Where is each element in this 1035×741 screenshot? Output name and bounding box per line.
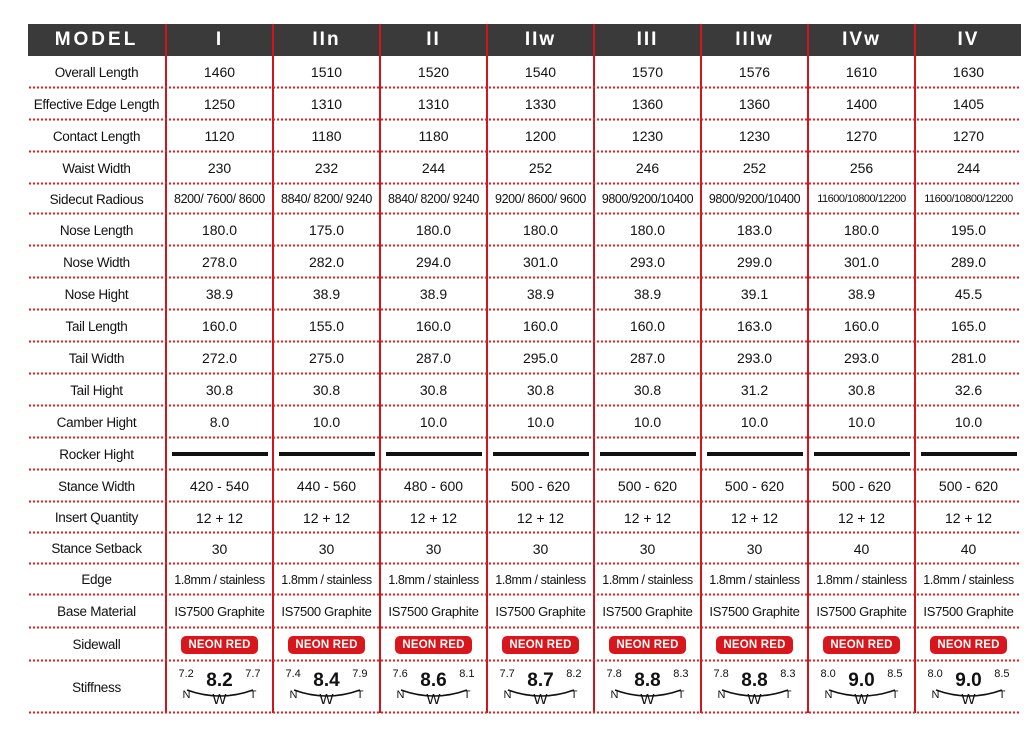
value-cell: 180.0 — [379, 214, 486, 246]
value-cell: 1.8mm / stainless — [700, 564, 807, 595]
value-cell: 420 - 540 — [165, 470, 272, 502]
value-cell: 30.8 — [272, 374, 379, 406]
stiffness-letter-w: W — [854, 691, 869, 708]
value-cell: 10.0 — [914, 406, 1021, 438]
value-cell: 440 - 560 — [272, 470, 379, 502]
table-row — [28, 502, 1021, 533]
value-cell: 1630 — [914, 56, 1021, 88]
value-cell: 1270 — [807, 120, 914, 152]
value-cell: 293.0 — [807, 342, 914, 374]
value-cell: 183.0 — [700, 214, 807, 246]
value-cell: 1360 — [593, 88, 700, 120]
value-cell: 160.0 — [379, 310, 486, 342]
stiffness-cell — [700, 661, 807, 713]
stiffness-nose: 8.0 — [820, 668, 836, 680]
value-cell: 160.0 — [486, 310, 593, 342]
value-cell: 12 + 12 — [914, 502, 1021, 533]
table-row — [28, 310, 1021, 342]
rocker-bar — [386, 452, 482, 456]
rocker-bar-cell — [165, 438, 272, 470]
value-cell: 12 + 12 — [272, 502, 379, 533]
value-cell: IS7500 Graphite — [486, 595, 593, 628]
value-cell: 289.0 — [914, 246, 1021, 278]
stiffness-nose: 7.8 — [606, 668, 622, 680]
value-cell: 30 — [486, 533, 593, 564]
value-cell: 244 — [914, 152, 1021, 184]
value-cell: 1230 — [700, 120, 807, 152]
value-cell: 38.9 — [486, 278, 593, 310]
value-cell: 11600/10800/12200 — [807, 184, 914, 214]
value-cell: 244 — [379, 152, 486, 184]
stiffness-tail: 8.2 — [566, 668, 582, 680]
stiffness-letter-t: T — [570, 689, 578, 701]
value-cell: 38.9 — [593, 278, 700, 310]
stiffness-letter-w: W — [533, 691, 548, 708]
model-header-3: II — [379, 24, 486, 56]
rocker-bar — [493, 452, 589, 456]
spec-table — [28, 24, 1021, 713]
table-row — [28, 595, 1021, 628]
value-cell: 30 — [593, 533, 700, 564]
value-cell: 278.0 — [165, 246, 272, 278]
rocker-bar-cell — [272, 438, 379, 470]
sidewall-badge: NEON RED — [181, 636, 257, 654]
table-body — [28, 56, 1021, 713]
table-row — [28, 56, 1021, 88]
value-cell: 500 - 620 — [486, 470, 593, 502]
stiffness-letter-n: N — [182, 689, 191, 701]
value-cell: 1200 — [486, 120, 593, 152]
model-header-8: IV — [914, 24, 1021, 56]
row-label: Edge — [81, 572, 112, 587]
value-cell: 246 — [593, 152, 700, 184]
table-row — [28, 406, 1021, 438]
stiffness-cell — [807, 661, 914, 713]
value-cell: 175.0 — [272, 214, 379, 246]
model-header-5: III — [593, 24, 700, 56]
sidewall-cell — [914, 628, 1021, 661]
value-cell: 9200/ 8600/ 9600 — [486, 184, 593, 214]
value-cell: 40 — [914, 533, 1021, 564]
stiffness-letter-n: N — [717, 689, 726, 701]
row-label: Stance Width — [58, 478, 135, 494]
value-cell: 195.0 — [914, 214, 1021, 246]
stiffness-main: 8.7 — [527, 670, 554, 691]
value-cell: 1.8mm / stainless — [593, 564, 700, 595]
value-cell: 30.8 — [379, 374, 486, 406]
row-label: Camber Hight — [56, 414, 137, 430]
stiffness-cell — [379, 661, 486, 713]
rocker-bar — [814, 452, 910, 456]
value-cell: 31.2 — [700, 374, 807, 406]
sidewall-badge: NEON RED — [395, 636, 471, 654]
value-cell: 30 — [165, 533, 272, 564]
rocker-bar — [279, 452, 375, 456]
stiffness-rating — [605, 667, 691, 707]
flex-arc-icon — [717, 688, 790, 701]
value-cell: 40 — [807, 533, 914, 564]
stiffness-cell — [593, 661, 700, 713]
rocker-bar-cell — [914, 438, 1021, 470]
stiffness-rating — [712, 667, 798, 707]
rocker-bar — [707, 452, 803, 456]
table-row — [28, 88, 1021, 120]
value-cell: IS7500 Graphite — [593, 595, 700, 628]
value-cell: 500 - 620 — [914, 470, 1021, 502]
table-row — [28, 438, 1021, 470]
stiffness-main: 8.8 — [634, 670, 661, 691]
value-cell: 500 - 620 — [593, 470, 700, 502]
row-label: Waist Width — [62, 160, 131, 176]
flex-arc-icon — [824, 688, 897, 701]
model-header-label: MODEL — [54, 29, 139, 50]
row-label: Tail Length — [65, 318, 128, 334]
stiffness-letter-w: W — [747, 691, 762, 708]
value-cell: 1310 — [379, 88, 486, 120]
value-cell: 272.0 — [165, 342, 272, 374]
value-cell: 1520 — [379, 56, 486, 88]
value-cell: 1510 — [272, 56, 379, 88]
model-header-4: IIw — [486, 24, 593, 56]
row-label: Sidewall — [72, 637, 121, 652]
value-cell: IS7500 Graphite — [272, 595, 379, 628]
value-cell: 30 — [700, 533, 807, 564]
value-cell: 12 + 12 — [807, 502, 914, 533]
sidewall-cell — [807, 628, 914, 661]
value-cell: 1230 — [593, 120, 700, 152]
value-cell: 232 — [272, 152, 379, 184]
stiffness-rating — [177, 667, 263, 707]
rocker-bar-cell — [700, 438, 807, 470]
flex-arc-icon — [182, 688, 255, 701]
stiffness-nose: 7.2 — [178, 668, 194, 680]
sidewall-badge: NEON RED — [288, 636, 364, 654]
table-row — [28, 470, 1021, 502]
sidewall-badge: NEON RED — [823, 636, 899, 654]
value-cell: 1610 — [807, 56, 914, 88]
value-cell: 163.0 — [700, 310, 807, 342]
stiffness-letter-t: T — [784, 689, 792, 701]
value-cell: 1.8mm / stainless — [486, 564, 593, 595]
value-cell: 293.0 — [700, 342, 807, 374]
value-cell: 252 — [486, 152, 593, 184]
stiffness-cell — [486, 661, 593, 713]
value-cell: 1460 — [165, 56, 272, 88]
row-label: Contact Length — [52, 128, 141, 144]
value-cell: 180.0 — [593, 214, 700, 246]
value-cell: 1.8mm / stainless — [272, 564, 379, 595]
value-cell: 230 — [165, 152, 272, 184]
model-header-2: IIn — [272, 24, 379, 56]
stiffness-rating — [391, 667, 477, 707]
stiffness-rating — [926, 667, 1012, 707]
row-label: Stiffness — [72, 679, 121, 695]
value-cell: IS7500 Graphite — [914, 595, 1021, 628]
value-cell: 281.0 — [914, 342, 1021, 374]
value-cell: 287.0 — [593, 342, 700, 374]
row-label: Nose Width — [63, 254, 130, 270]
table-row — [28, 661, 1021, 713]
value-cell: 301.0 — [486, 246, 593, 278]
value-cell: 500 - 620 — [807, 470, 914, 502]
value-cell: 1270 — [914, 120, 1021, 152]
value-cell: 299.0 — [700, 246, 807, 278]
row-label: Nose Hight — [64, 286, 129, 302]
value-cell: 180.0 — [165, 214, 272, 246]
row-label: Rocker Hight — [59, 446, 134, 462]
value-cell: 10.0 — [486, 406, 593, 438]
stiffness-nose: 7.7 — [499, 668, 515, 680]
value-cell: 1570 — [593, 56, 700, 88]
row-label: Overall Length — [54, 64, 139, 80]
stiffness-tail: 8.5 — [994, 668, 1010, 680]
value-cell: 1250 — [165, 88, 272, 120]
stiffness-letter-w: W — [640, 691, 655, 708]
row-label: Effective Edge Length — [33, 96, 160, 112]
row-label: Sidecut Radious — [49, 191, 144, 207]
rocker-bar-cell — [807, 438, 914, 470]
model-header-1: I — [165, 24, 272, 56]
sidewall-cell — [379, 628, 486, 661]
stiffness-main: 9.0 — [848, 670, 875, 691]
value-cell: 30 — [272, 533, 379, 564]
table-row — [28, 628, 1021, 661]
sidewall-cell — [272, 628, 379, 661]
value-cell: 30.8 — [486, 374, 593, 406]
value-cell: 1.8mm / stainless — [165, 564, 272, 595]
sidewall-cell — [700, 628, 807, 661]
value-cell: 293.0 — [593, 246, 700, 278]
value-cell: 38.9 — [165, 278, 272, 310]
stiffness-letter-w: W — [961, 691, 976, 708]
stiffness-nose: 7.4 — [285, 668, 301, 680]
stiffness-letter-n: N — [503, 689, 512, 701]
value-cell: 1180 — [272, 120, 379, 152]
stiffness-main: 8.2 — [206, 670, 233, 691]
value-cell: 12 + 12 — [700, 502, 807, 533]
stiffness-letter-t: T — [998, 689, 1006, 701]
value-cell: 10.0 — [272, 406, 379, 438]
table-row — [28, 278, 1021, 310]
row-label: Tail Width — [68, 350, 125, 366]
sidewall-cell — [593, 628, 700, 661]
value-cell: 1540 — [486, 56, 593, 88]
flex-arc-icon — [503, 688, 576, 701]
stiffness-nose: 7.6 — [392, 668, 408, 680]
value-cell: 12 + 12 — [593, 502, 700, 533]
value-cell: 165.0 — [914, 310, 1021, 342]
stiffness-cell — [914, 661, 1021, 713]
value-cell: 10.0 — [807, 406, 914, 438]
stiffness-letter-n: N — [289, 689, 298, 701]
stiffness-tail: 7.9 — [352, 668, 368, 680]
table-row — [28, 342, 1021, 374]
flex-arc-icon — [610, 688, 683, 701]
table-row — [28, 533, 1021, 564]
value-cell: 1.8mm / stainless — [379, 564, 486, 595]
stiffness-cell — [165, 661, 272, 713]
stiffness-tail: 8.5 — [887, 668, 903, 680]
value-cell: IS7500 Graphite — [379, 595, 486, 628]
row-label: Nose Length — [59, 222, 134, 238]
value-cell: 38.9 — [379, 278, 486, 310]
value-cell: IS7500 Graphite — [700, 595, 807, 628]
stiffness-letter-n: N — [931, 689, 940, 701]
stiffness-tail: 8.3 — [780, 668, 796, 680]
value-cell: 9800/9200/10400 — [593, 184, 700, 214]
value-cell: 1.8mm / stainless — [807, 564, 914, 595]
stiffness-letter-n: N — [824, 689, 833, 701]
rocker-bar — [921, 452, 1017, 456]
value-cell: 8840/ 8200/ 9240 — [379, 184, 486, 214]
value-cell: IS7500 Graphite — [807, 595, 914, 628]
value-cell: 180.0 — [807, 214, 914, 246]
value-cell: 10.0 — [700, 406, 807, 438]
value-cell: 282.0 — [272, 246, 379, 278]
value-cell: 180.0 — [486, 214, 593, 246]
stiffness-main: 8.4 — [313, 670, 340, 691]
stiffness-letter-t: T — [891, 689, 899, 701]
stiffness-letter-t: T — [677, 689, 685, 701]
value-cell: 1310 — [272, 88, 379, 120]
stiffness-letter-t: T — [463, 689, 471, 701]
value-cell: 32.6 — [914, 374, 1021, 406]
value-cell: 38.9 — [272, 278, 379, 310]
row-label: Base Material — [57, 604, 136, 619]
sidewall-badge: NEON RED — [502, 636, 578, 654]
value-cell: 1400 — [807, 88, 914, 120]
rocker-bar-cell — [593, 438, 700, 470]
stiffness-tail: 7.7 — [245, 668, 261, 680]
value-cell: 9800/9200/10400 — [700, 184, 807, 214]
sidewall-cell — [165, 628, 272, 661]
stiffness-letter-w: W — [212, 691, 227, 708]
value-cell: 160.0 — [165, 310, 272, 342]
stiffness-rating — [498, 667, 584, 707]
value-cell: 30.8 — [165, 374, 272, 406]
model-header-7: IVw — [807, 24, 914, 56]
sidewall-badge: NEON RED — [609, 636, 685, 654]
value-cell: 12 + 12 — [165, 502, 272, 533]
flex-arc-icon — [931, 688, 1004, 701]
table-row — [28, 214, 1021, 246]
value-cell: IS7500 Graphite — [165, 595, 272, 628]
stiffness-tail: 8.3 — [673, 668, 689, 680]
stiffness-letter-t: T — [356, 689, 364, 701]
value-cell: 1405 — [914, 88, 1021, 120]
value-cell: 301.0 — [807, 246, 914, 278]
value-cell: 480 - 600 — [379, 470, 486, 502]
stiffness-letter-w: W — [319, 691, 334, 708]
stiffness-nose: 7.8 — [713, 668, 729, 680]
rocker-bar — [172, 452, 268, 456]
table-row — [28, 120, 1021, 152]
stiffness-tail: 8.1 — [459, 668, 475, 680]
value-cell: 1360 — [700, 88, 807, 120]
header-row — [28, 24, 1021, 56]
value-cell: 12 + 12 — [379, 502, 486, 533]
stiffness-nose: 8.0 — [927, 668, 943, 680]
table-row — [28, 374, 1021, 406]
value-cell: 256 — [807, 152, 914, 184]
value-cell: 8840/ 8200/ 9240 — [272, 184, 379, 214]
flex-arc-icon — [289, 688, 362, 701]
stiffness-main: 9.0 — [955, 670, 982, 691]
stiffness-letter-w: W — [426, 691, 441, 708]
stiffness-rating — [284, 667, 370, 707]
value-cell: 500 - 620 — [700, 470, 807, 502]
row-label: Insert Quantity — [54, 510, 139, 525]
stiffness-main: 8.8 — [741, 670, 768, 691]
stiffness-letter-n: N — [610, 689, 619, 701]
value-cell: 1330 — [486, 88, 593, 120]
value-cell: 1180 — [379, 120, 486, 152]
flex-arc-icon — [396, 688, 469, 701]
value-cell: 30 — [379, 533, 486, 564]
model-header-6: IIIw — [700, 24, 807, 56]
value-cell: 252 — [700, 152, 807, 184]
value-cell: 38.9 — [807, 278, 914, 310]
sidewall-cell — [486, 628, 593, 661]
value-cell: 160.0 — [807, 310, 914, 342]
stiffness-cell — [272, 661, 379, 713]
value-cell: 160.0 — [593, 310, 700, 342]
value-cell: 294.0 — [379, 246, 486, 278]
rocker-bar-cell — [379, 438, 486, 470]
row-label: Stance Setback — [51, 541, 142, 556]
sidewall-badge: NEON RED — [716, 636, 792, 654]
value-cell: 11600/10800/12200 — [914, 184, 1021, 214]
stiffness-rating — [819, 667, 905, 707]
value-cell: 295.0 — [486, 342, 593, 374]
value-cell: 30.8 — [593, 374, 700, 406]
table-row — [28, 184, 1021, 214]
stiffness-main: 8.6 — [420, 670, 447, 691]
row-label: Tail Hight — [70, 382, 123, 398]
table-row — [28, 564, 1021, 595]
value-cell: 8.0 — [165, 406, 272, 438]
value-cell: 287.0 — [379, 342, 486, 374]
rocker-bar — [600, 452, 696, 456]
value-cell: 10.0 — [593, 406, 700, 438]
value-cell: 39.1 — [700, 278, 807, 310]
stiffness-letter-n: N — [396, 689, 405, 701]
value-cell: 1576 — [700, 56, 807, 88]
value-cell: 10.0 — [379, 406, 486, 438]
value-cell: 1120 — [165, 120, 272, 152]
stiffness-letter-t: T — [249, 689, 257, 701]
table-row — [28, 152, 1021, 184]
table-row — [28, 246, 1021, 278]
value-cell: 155.0 — [272, 310, 379, 342]
value-cell: 1.8mm / stainless — [914, 564, 1021, 595]
value-cell: 30.8 — [807, 374, 914, 406]
value-cell: 8200/ 7600/ 8600 — [165, 184, 272, 214]
rocker-bar-cell — [486, 438, 593, 470]
value-cell: 275.0 — [272, 342, 379, 374]
sidewall-badge: NEON RED — [930, 636, 1006, 654]
value-cell: 45.5 — [914, 278, 1021, 310]
value-cell: 12 + 12 — [486, 502, 593, 533]
